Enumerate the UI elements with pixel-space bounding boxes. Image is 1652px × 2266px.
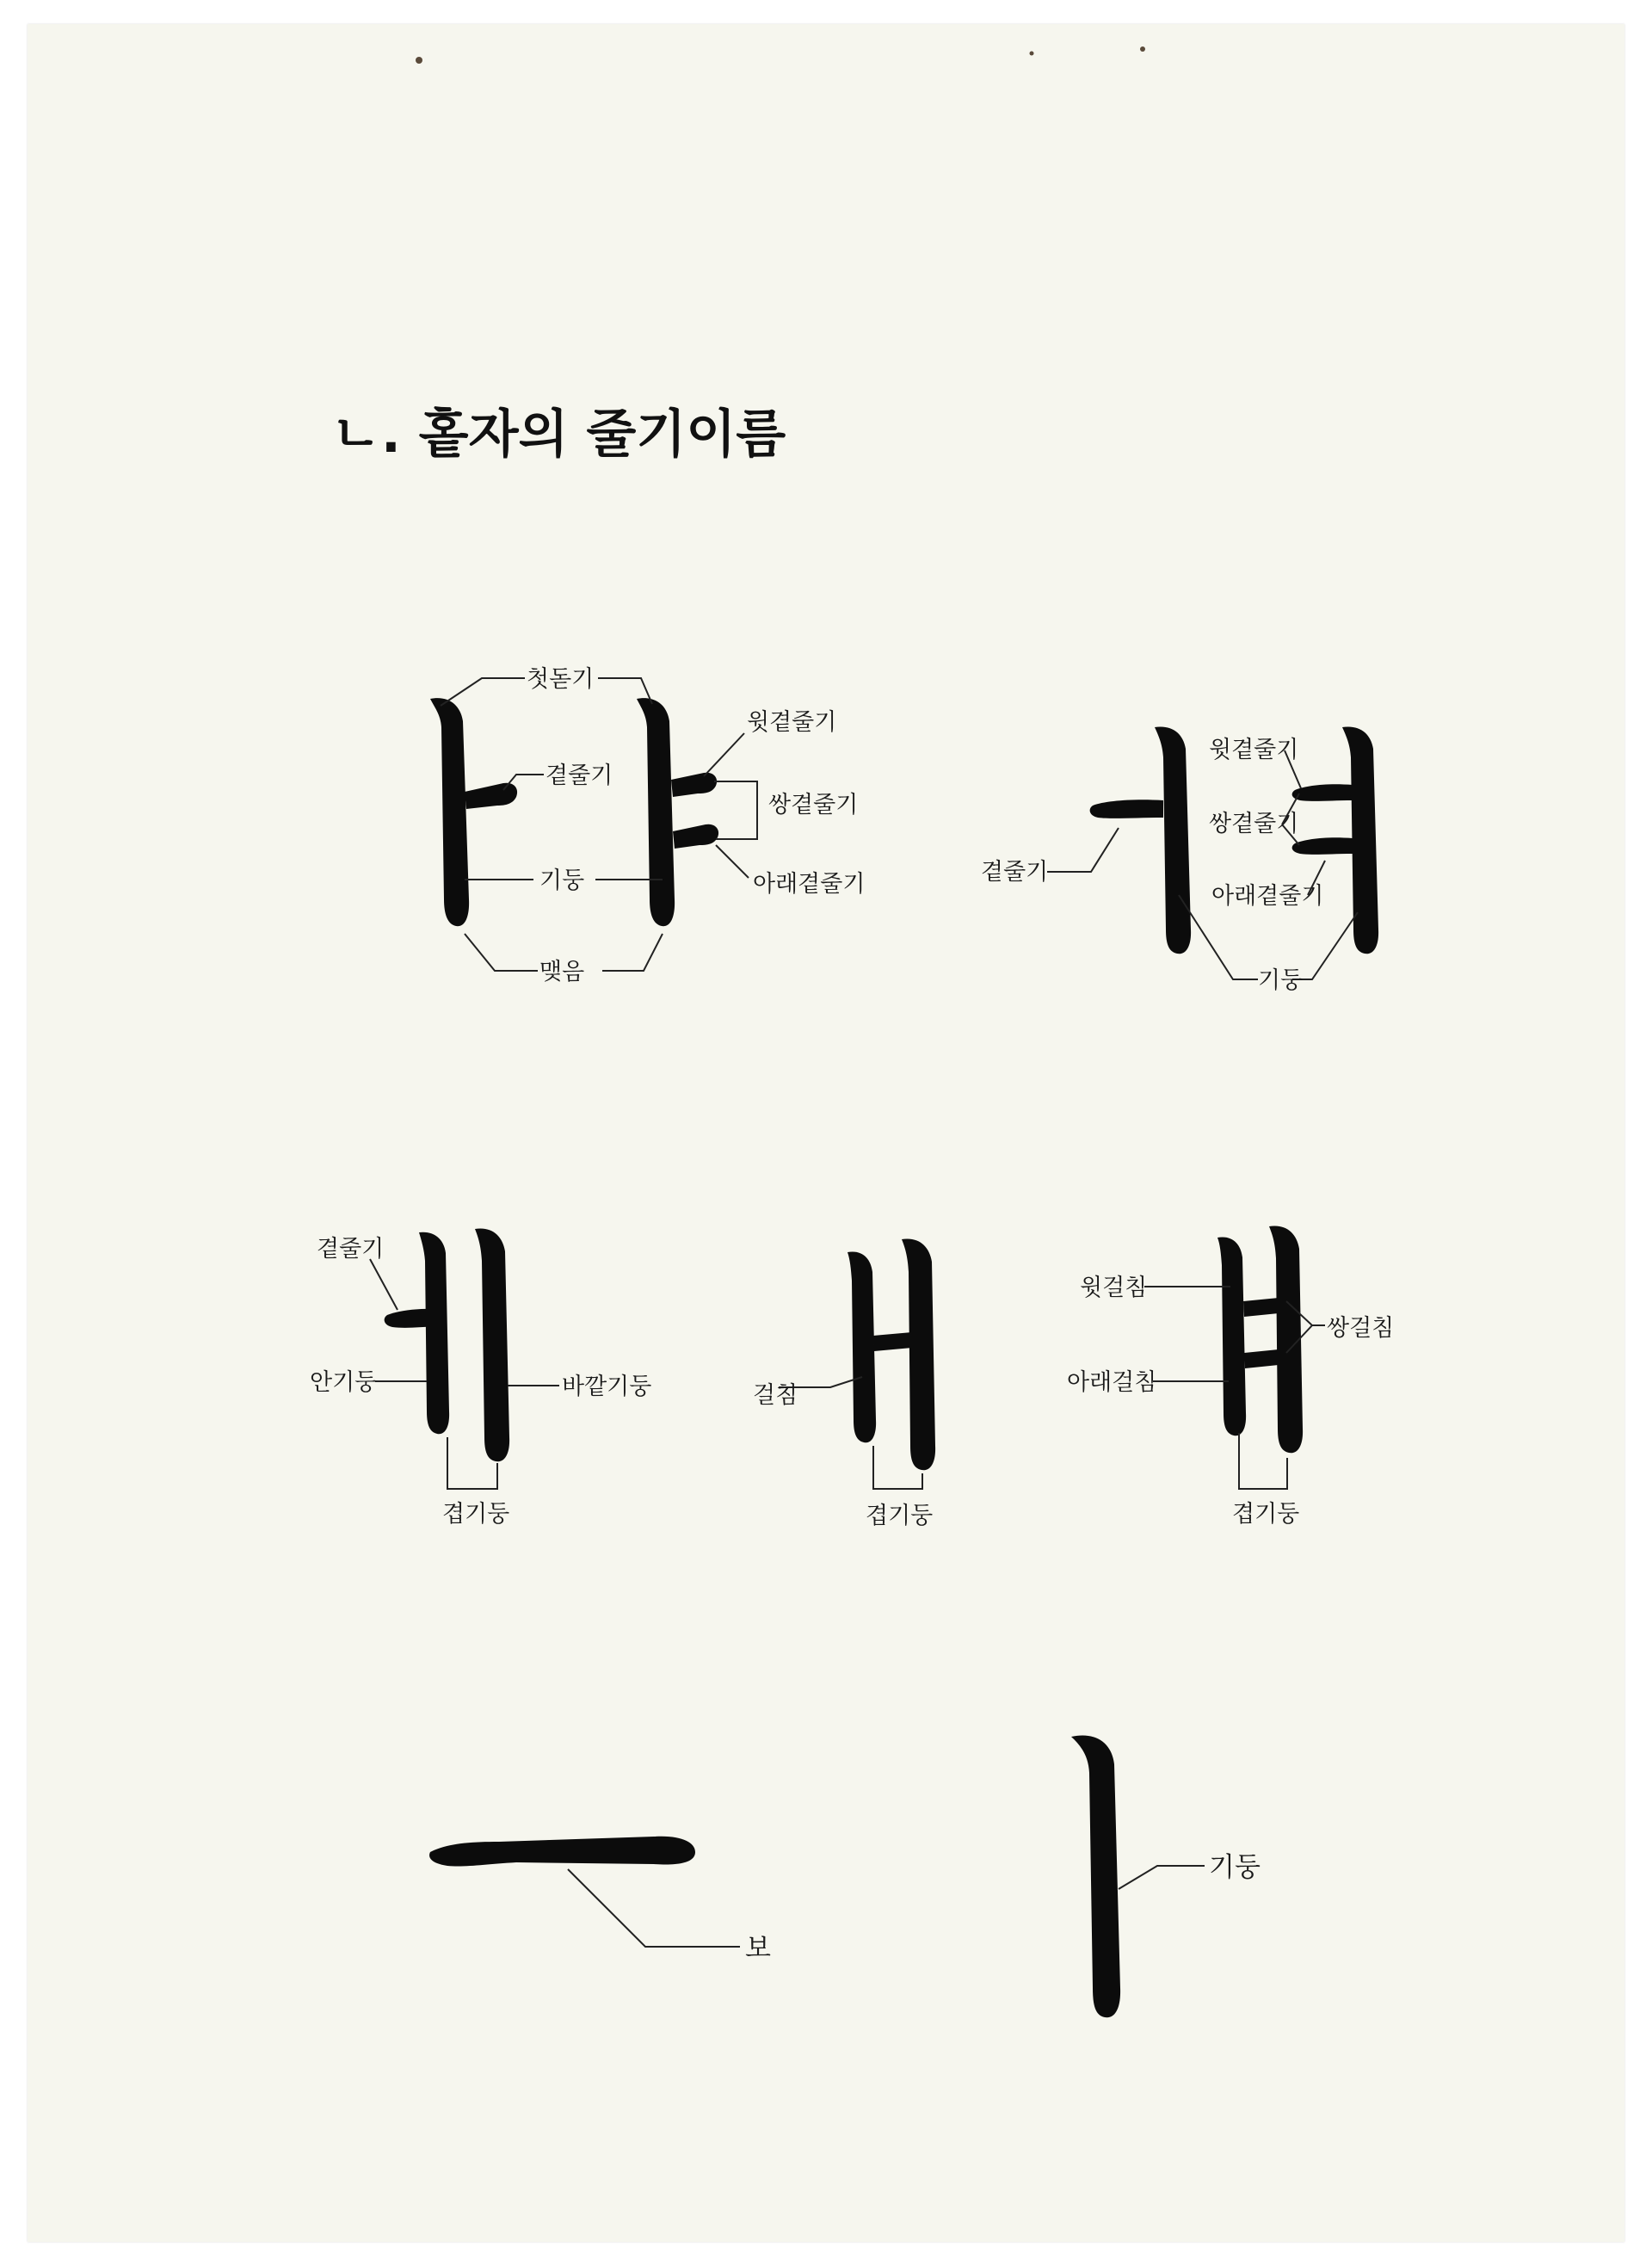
- leader-line: [465, 934, 538, 971]
- glyph-yeo-lower-branch: [1292, 837, 1353, 855]
- glyph-eo-column: [1155, 726, 1191, 954]
- glyph-a-branch: [465, 783, 517, 809]
- glyph-e-inner-column: [419, 1232, 449, 1435]
- figure-eu: [429, 1837, 771, 1964]
- label-outer-column: 바깥기둥: [562, 1374, 652, 1400]
- label-double-column: 겹기둥: [1232, 1501, 1300, 1528]
- label-upper-crossbar: 윗걸침: [1080, 1275, 1148, 1301]
- figure-a-ya: [430, 666, 865, 985]
- label-first-stroke: 첫돋기: [527, 666, 595, 693]
- label-column: 기둥: [1258, 967, 1304, 994]
- leader-line: [568, 1869, 740, 1947]
- paper-speck: [1140, 46, 1145, 52]
- glyph-i-column: [1071, 1735, 1120, 2017]
- glyph-ae-crossbar: [873, 1332, 912, 1351]
- label-column: 기둥: [539, 868, 585, 894]
- figure-eo-yeo: [981, 726, 1378, 994]
- label-lower-branch: 아래곁줄기: [1211, 883, 1324, 910]
- paper-speck: [416, 57, 422, 64]
- label-lower-branch: 아래곁줄기: [753, 871, 866, 898]
- figure-yae: [1067, 1226, 1394, 1528]
- leader-line: [704, 733, 744, 776]
- paper-speck: [1030, 52, 1034, 56]
- label-column: 기둥: [1209, 1852, 1261, 1883]
- label-end: 맺음: [539, 959, 585, 985]
- page-title: ㄴ. 홑자의 줄기이름: [331, 404, 786, 465]
- glyph-eo-branch: [1090, 800, 1163, 818]
- label-side-branch: 곁줄기: [981, 859, 1049, 886]
- label-upper-branch: 윗곁줄기: [1209, 737, 1299, 763]
- glyph-e-outer-column: [475, 1229, 509, 1462]
- leader-line: [1047, 828, 1119, 872]
- label-double-column: 겹기둥: [866, 1503, 934, 1529]
- glyph-ya-lower-branch: [673, 824, 718, 849]
- figure-ae: [753, 1239, 935, 1529]
- leader-line: [1119, 1866, 1205, 1889]
- glyph-ae-outer-column: [902, 1239, 935, 1471]
- label-lower-crossbar: 아래걸침: [1067, 1369, 1157, 1396]
- leader-line: [370, 1259, 398, 1310]
- leader-line: [714, 781, 757, 839]
- leader-line: [441, 678, 525, 706]
- glyph-ae-inner-column: [848, 1251, 876, 1442]
- label-crossbar: 걸침: [753, 1382, 798, 1409]
- label-double-branch: 쌍곁줄기: [768, 792, 859, 818]
- glyph-yae-lower-crossbar: [1244, 1349, 1279, 1368]
- glyph-eu-beam: [429, 1837, 695, 1867]
- glyph-yae-upper-crossbar: [1243, 1298, 1279, 1317]
- leader-line: [716, 845, 749, 878]
- leader-line: [602, 934, 663, 971]
- label-upper-branch: 윗곁줄기: [747, 709, 837, 736]
- label-inner-column: 안기둥: [310, 1369, 378, 1396]
- figure-i: [1071, 1735, 1261, 2017]
- label-side-branch: 곁줄기: [317, 1236, 385, 1263]
- glyph-yae-inner-column: [1217, 1237, 1246, 1436]
- label-beam: 보: [745, 1933, 771, 1964]
- glyph-ya-column: [637, 698, 675, 926]
- glyph-ya-upper-branch: [671, 773, 717, 797]
- glyph-a-column: [430, 698, 469, 926]
- glyph-yae-outer-column: [1269, 1226, 1303, 1454]
- label-double-branch: 쌍곁줄기: [1209, 811, 1299, 837]
- label-paired-crossbar: 쌍걸침: [1327, 1315, 1395, 1342]
- label-double-column: 겹기둥: [442, 1501, 510, 1528]
- figure-e: [310, 1229, 651, 1528]
- label-side-branch: 곁줄기: [546, 763, 613, 789]
